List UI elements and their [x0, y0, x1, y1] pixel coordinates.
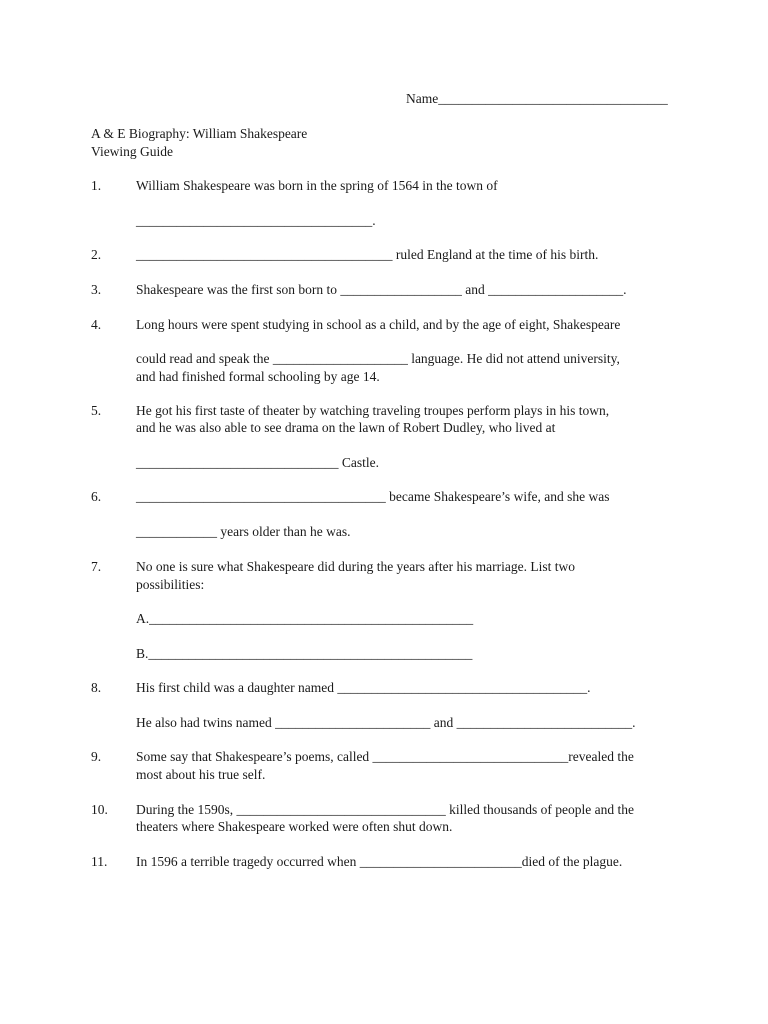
answer-blank[interactable]: ______________________________ Castle. [136, 455, 379, 470]
question-number: 3. [91, 282, 102, 297]
question-number: 6. [91, 489, 102, 504]
question-text: Long hours were spent studying in school as a child, and by the age of eight, Shakespeare [136, 317, 621, 332]
question-number: 1. [91, 178, 102, 193]
question-text: No one is sure what Shakespeare did during the years after his marriage. List two [136, 559, 575, 574]
question-text: and had finished formal schooling by age 14. [136, 369, 380, 384]
question-number: 9. [91, 749, 102, 764]
question-number: 4. [91, 317, 102, 332]
question-text[interactable]: He also had twins named _______________________ and __________________________. [136, 715, 636, 730]
question-text[interactable]: During the 1590s, _______________________________ killed thousands of people and the [136, 802, 634, 817]
question-number: 7. [91, 559, 102, 574]
question-text[interactable]: _____________________________________ became Shakespeare’s wife, and she was [136, 489, 610, 504]
question-text: William Shakespeare was born in the spring of 1564 in the town of [136, 178, 498, 193]
worksheet-title [91, 125, 307, 161]
question-text: most about his true self. [136, 767, 266, 782]
question-text[interactable]: ______________________________________ ruled England at the time of his birth. [136, 247, 599, 262]
question-text: theaters where Shakespeare worked were often shut down. [136, 819, 453, 834]
question-text: and he was also able to see drama on the lawn of Robert Dudley, who lived at [136, 420, 556, 435]
question-text[interactable]: Shakespeare was the first son born to __________________ and ____________________. [136, 282, 627, 297]
question-text: He got his first taste of theater by watching traveling troupes perform plays in his town, [136, 403, 610, 418]
title-line-2: Viewing Guide [91, 144, 174, 159]
answer-blank-b[interactable]: B.________________________________________________ [136, 646, 473, 661]
question-number: 2. [91, 247, 102, 262]
name-field[interactable]: Name__________________________________ [406, 91, 668, 106]
answer-blank[interactable]: ___________________________________. [136, 213, 376, 228]
question-number: 8. [91, 680, 102, 695]
question-number: 10. [91, 802, 108, 817]
answer-blank-a[interactable]: A.________________________________________________ [136, 611, 474, 626]
question-text[interactable]: In 1596 a terrible tragedy occurred when ________________________died of the plague. [136, 854, 623, 869]
question-text: possibilities: [136, 577, 205, 592]
question-text[interactable]: ____________ years older than he was. [136, 524, 351, 539]
question-text[interactable]: could read and speak the ____________________ language. He did not attend university, [136, 351, 620, 366]
question-number: 11. [91, 854, 108, 869]
question-number: 5. [91, 403, 102, 418]
question-text[interactable]: His first child was a daughter named _____________________________________. [136, 680, 591, 695]
title-line-1: A & E Biography: William Shakespeare [91, 126, 308, 141]
question-text[interactable]: Some say that Shakespeare’s poems, called _____________________________revealed the [136, 749, 634, 764]
